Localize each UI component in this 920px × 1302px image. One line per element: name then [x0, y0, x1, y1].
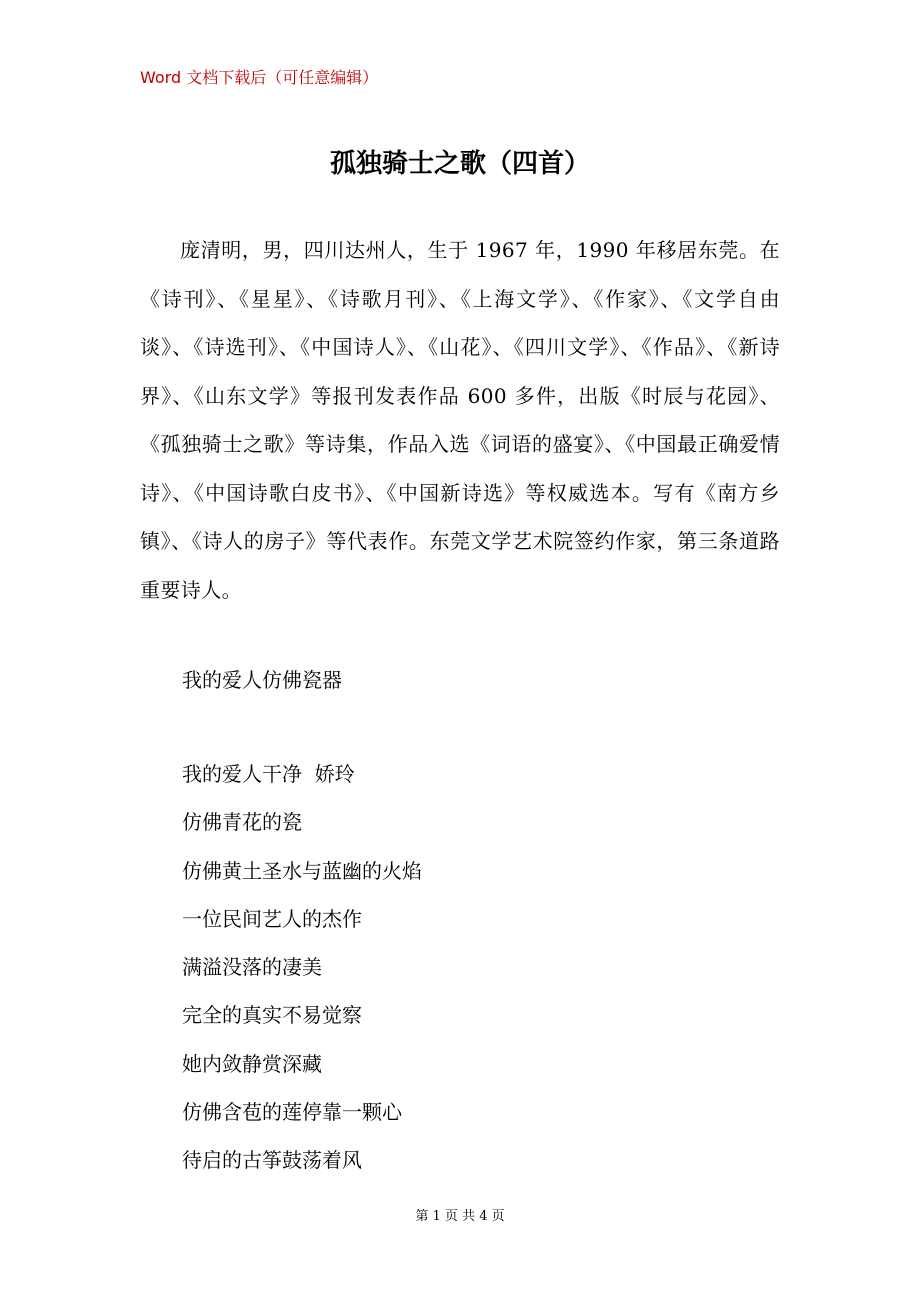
- poem-line: 仿佛含苞的莲停靠一颗心: [182, 1100, 402, 1125]
- document-title: 孤独骑士之歌（四首）: [329, 149, 590, 179]
- author-bio-paragraph: 庞清明，男，四川达州人，生于 1967 年，1990 年移居东莞。在《诗刊》、《星星》、《诗歌月刊》、《上海文学》、《作家》、《文学自由谈》、《诗选刊》、《中国诗人》、《山花》、《四川文学》、《作品》、《新诗界》、《山东文学》等报刊发表作品 600 多件，出版《时辰与花园》、《孤独骑士之歌》等诗集，作品入选《词语的盛宴》、《中国最正确爱情诗》、《中国诗歌白皮书》、《中国新诗选》等权威选本。写有《南方乡镇》、《诗人的房子》等代表作。东莞文学艺术院签约作家，第三条道路重要诗人。: [140, 238, 780, 602]
- download-note: Word 文档下载后（可任意编辑）: [140, 68, 379, 87]
- poem-line: 待启的古筝鼓荡着风: [182, 1148, 362, 1173]
- poem-line: 完全的真实不易觉察: [182, 1003, 362, 1028]
- poem-line: 我的爱人干净 娇玲: [182, 762, 355, 786]
- poem-lines: [182, 759, 422, 1194]
- poem-line: 一位民间艺人的杰作: [182, 906, 362, 931]
- poem-line: 她内敛静赏深藏: [182, 1051, 322, 1076]
- page-number-footer: 第 1 页 共 4 页: [415, 1209, 505, 1224]
- poem-line: 满溢没落的凄美: [182, 955, 322, 980]
- poem-title: 我的爱人仿佛瓷器: [182, 668, 342, 692]
- poem-line: 仿佛青花的瓷: [182, 810, 302, 835]
- poem-line: 仿佛黄土圣水与蓝幽的火焰: [182, 858, 422, 883]
